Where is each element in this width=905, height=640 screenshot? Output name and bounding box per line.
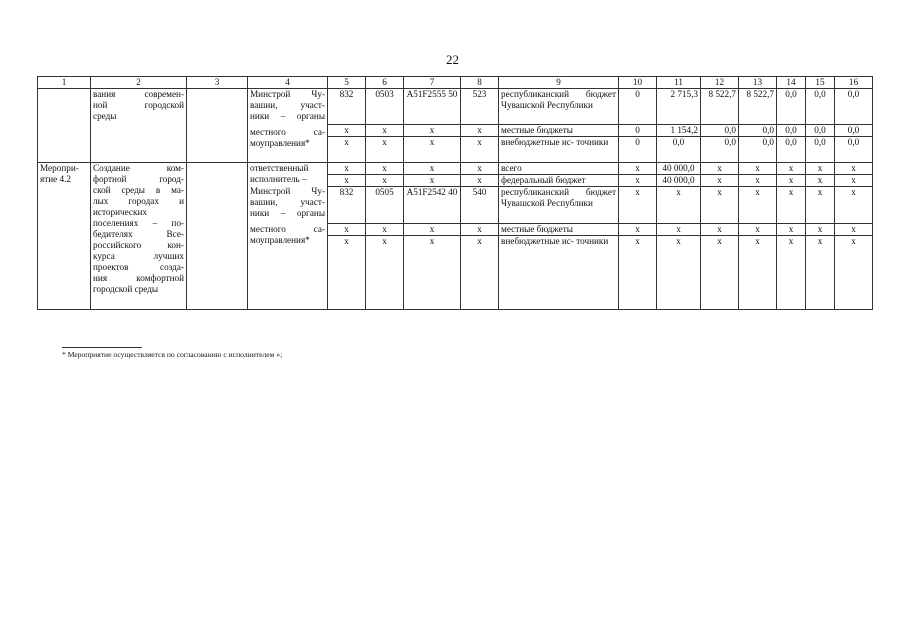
cell-value: x	[806, 163, 835, 175]
measure-title-cell: вания современ- ной городской среды	[91, 89, 187, 163]
cell-section: 0503	[366, 89, 404, 125]
cell-value: 0	[619, 125, 657, 137]
cell-value: x	[739, 163, 777, 175]
cell-value: 0,0	[835, 125, 873, 137]
cell-value: x	[835, 175, 873, 187]
cell-value: 0,0	[739, 137, 777, 163]
cell-value: 0,0	[806, 137, 835, 163]
header-cell: 14	[777, 77, 806, 89]
header-cell: 1	[38, 77, 91, 89]
cell-value: 0,0	[701, 137, 739, 163]
cell-expense: x	[461, 236, 499, 310]
cell-value: x	[619, 163, 657, 175]
cell-expense: 523	[461, 89, 499, 125]
header-cell: 9	[499, 77, 619, 89]
cell-value: 8 522,7	[739, 89, 777, 125]
cell-value: 0,0	[657, 137, 701, 163]
cell-value: 0,0	[701, 125, 739, 137]
cell-value: 40 000,0	[657, 163, 701, 175]
cell-value: 0	[619, 137, 657, 163]
cell-value: x	[619, 224, 657, 236]
cell-value: 0,0	[777, 137, 806, 163]
header-row	[38, 77, 873, 89]
measure-id-cell: Меропри- ятие 4.2	[38, 163, 91, 310]
measure-title-cell: Создание ком- фортной город- ской среды в ма- лых городах и исторических поселениях – по- бедителях Все- российского кон- курса лучших проектов созда- ния комфортной городской среды	[91, 163, 187, 310]
cell-value: x	[619, 175, 657, 187]
cell-value: x	[701, 163, 739, 175]
cell-value: x	[657, 187, 701, 224]
cell-section: x	[366, 236, 404, 310]
cell-expense: x	[461, 224, 499, 236]
empty-cell	[187, 89, 248, 163]
cell-value: 0,0	[777, 89, 806, 125]
cell-grbs: 832	[328, 89, 366, 125]
header-cell: 2	[91, 77, 187, 89]
cell-section: x	[366, 224, 404, 236]
cell-expense: x	[461, 137, 499, 163]
cell-grbs: x	[328, 224, 366, 236]
cell-grbs: x	[328, 236, 366, 310]
cell-target: x	[404, 137, 461, 163]
header-cell: 4	[248, 77, 328, 89]
cell-value: x	[739, 175, 777, 187]
cell-section: x	[366, 137, 404, 163]
page-number: 22	[446, 52, 459, 67]
cell-value: x	[777, 236, 806, 310]
cell-expense: x	[461, 125, 499, 137]
cell-expense: x	[461, 163, 499, 175]
cell-source: внебюджетные ис- точники	[499, 137, 619, 163]
cell-section: x	[366, 163, 404, 175]
header-cell: 16	[835, 77, 873, 89]
measure-id-cell	[38, 89, 91, 163]
cell-target: x	[404, 236, 461, 310]
cell-value: 2 715,3	[657, 89, 701, 125]
cell-source: внебюджетные ис- точники	[499, 236, 619, 310]
header-cell: 13	[739, 77, 777, 89]
header-cell: 10	[619, 77, 657, 89]
cell-value: 8 522,7	[701, 89, 739, 125]
cell-value: x	[701, 224, 739, 236]
footnote: * Мероприятие осуществляется по согласованию с исполнителем »;	[62, 350, 283, 359]
cell-value: x	[739, 187, 777, 224]
header-cell: 12	[701, 77, 739, 89]
cell-expense: 540	[461, 187, 499, 224]
header-cell: 5	[328, 77, 366, 89]
budget-table	[37, 76, 873, 310]
cell-value: 0,0	[806, 89, 835, 125]
cell-value: x	[701, 236, 739, 310]
cell-value: x	[657, 224, 701, 236]
cell-source: всего	[499, 163, 619, 175]
header-cell: 8	[461, 77, 499, 89]
cell-value: x	[701, 175, 739, 187]
cell-value: x	[777, 187, 806, 224]
header-cell: 6	[366, 77, 404, 89]
cell-target: x	[404, 224, 461, 236]
cell-section: x	[366, 125, 404, 137]
cell-value: 40 000,0	[657, 175, 701, 187]
cell-value: 0,0	[806, 125, 835, 137]
cell-expense: x	[461, 175, 499, 187]
cell-grbs: 832	[328, 187, 366, 224]
cell-grbs: x	[328, 125, 366, 137]
cell-value: x	[701, 187, 739, 224]
cell-value: x	[777, 175, 806, 187]
table-row	[38, 163, 873, 175]
empty-cell	[187, 163, 248, 310]
cell-grbs: x	[328, 175, 366, 187]
header-cell: 11	[657, 77, 701, 89]
cell-target: x	[404, 163, 461, 175]
cell-target: x	[404, 125, 461, 137]
cell-section: x	[366, 175, 404, 187]
cell-target: A51F2542 40	[404, 187, 461, 224]
cell-value: x	[806, 187, 835, 224]
cell-value: x	[835, 236, 873, 310]
cell-source: республиканский бюджет Чувашской Республики	[499, 187, 619, 224]
header-cell: 15	[806, 77, 835, 89]
cell-value: x	[657, 236, 701, 310]
cell-value: 0,0	[739, 125, 777, 137]
table-row	[38, 89, 873, 125]
cell-value: x	[619, 187, 657, 224]
cell-target: A51F2555 50	[404, 89, 461, 125]
header-cell: 3	[187, 77, 248, 89]
cell-value: x	[739, 224, 777, 236]
cell-value: x	[619, 236, 657, 310]
cell-value: x	[806, 224, 835, 236]
cell-source: федеральный бюджет	[499, 175, 619, 187]
footnote-divider	[62, 347, 142, 348]
cell-grbs: x	[328, 163, 366, 175]
cell-value: x	[777, 224, 806, 236]
cell-value: 0	[619, 89, 657, 125]
cell-value: 0,0	[777, 125, 806, 137]
executor-cell: Минстрой Чу- вашии, участ- ники – органы местного са- моуправления*	[248, 89, 328, 163]
cell-value: x	[835, 187, 873, 224]
cell-target: x	[404, 175, 461, 187]
cell-value: 0,0	[835, 89, 873, 125]
cell-value: x	[739, 236, 777, 310]
cell-source: республиканский бюджет Чувашской Республики	[499, 89, 619, 125]
executor-cell: ответственный исполнитель – Минстрой Чу- вашии, участ- ники – органы местного са- моуправления*	[248, 163, 328, 310]
cell-value: x	[777, 163, 806, 175]
cell-source: местные бюджеты	[499, 125, 619, 137]
cell-source: местные бюджеты	[499, 224, 619, 236]
cell-section: 0505	[366, 187, 404, 224]
cell-value: 1 154,2	[657, 125, 701, 137]
cell-value: x	[835, 163, 873, 175]
cell-value: x	[806, 236, 835, 310]
cell-value: x	[806, 175, 835, 187]
header-cell: 7	[404, 77, 461, 89]
cell-value: x	[835, 224, 873, 236]
cell-value: 0,0	[835, 137, 873, 163]
cell-grbs: x	[328, 137, 366, 163]
